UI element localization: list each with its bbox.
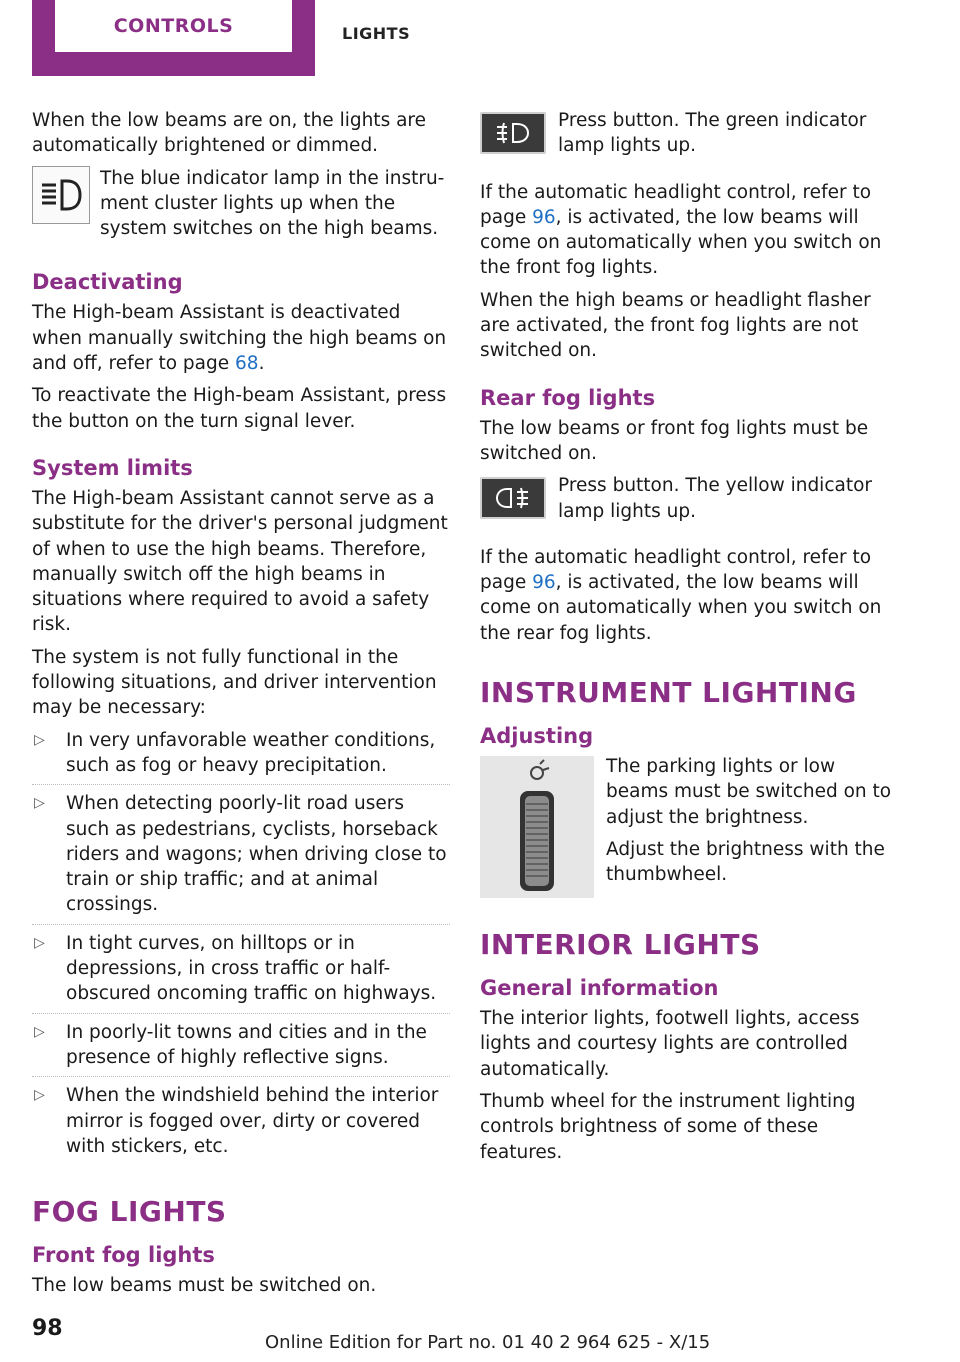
list-item xyxy=(32,1020,450,1078)
front-auto-text-end: , is activated, the low beams will come on automatically when you switch on the front fog lights. xyxy=(480,206,882,279)
thumbwheel-paragraph-1: The parking lights or low beams must be switched on to adjust the brightness. xyxy=(606,756,892,828)
front-fog-icon xyxy=(495,121,531,145)
page-link-68[interactable]: 68 xyxy=(235,353,259,375)
rear-fog-button-row xyxy=(480,473,900,531)
list-item xyxy=(32,791,450,924)
page-number: 98 xyxy=(32,1316,63,1341)
bullet-triangle-icon: ▷ xyxy=(34,731,45,748)
bullet-triangle-icon: ▷ xyxy=(34,1087,45,1104)
interior-lights-heading: INTERIOR LIGHTS xyxy=(480,928,761,962)
rear-auto-text: If the automatic headlight control, refer to page xyxy=(480,546,872,594)
edition-footer: Online Edition for Part no. 01 40 2 964 625 - X/15 xyxy=(265,1332,711,1353)
general-information-heading: General information xyxy=(480,976,719,1001)
instrument-lighting-heading: INSTRUMENT LIGHTING xyxy=(480,676,857,710)
front-fog-auto-paragraph xyxy=(480,180,900,281)
reactivate-paragraph: To reactivate the High-beam Assistant, press the button on the turn signal lever. xyxy=(32,385,447,432)
page-link-96[interactable]: 96 xyxy=(532,206,556,228)
list-item xyxy=(32,1083,450,1165)
list-item-text: In very unfavorable weather conditions, such as fog or heavy precipitation. xyxy=(66,729,436,776)
adjusting-heading: Adjusting xyxy=(480,724,594,749)
front-fog-button[interactable] xyxy=(480,112,546,154)
intro-paragraph: When the low beams are on, the lights are automatically brightened or dimmed. xyxy=(32,110,427,157)
system-limits-heading: System limits xyxy=(32,455,193,480)
rear-fog-icon xyxy=(495,486,531,510)
thumbwheel-row xyxy=(480,754,900,898)
system-limits-paragraph-1: The High-beam Assistant cannot serve as a substitute for the driver's personal judgment of when to use the high beams. Therefore, manually switch off the high beams in situations where required to avoid a safety risk. xyxy=(32,487,448,636)
section-title: LIGHTS xyxy=(342,24,411,43)
rear-fog-heading: Rear fog lights xyxy=(480,385,656,410)
limits-list xyxy=(32,728,450,1165)
interior-paragraph-1: The interior lights, footwell lights, access lights and courtesy lights are controlled automatically. xyxy=(480,1008,860,1080)
rear-fog-press-text: Press button. The yellow indicator lamp lights up. xyxy=(558,475,873,522)
rear-fog-button[interactable] xyxy=(480,477,546,519)
system-limits-paragraph-2: The system is not fully functional in the following situations, and driver intervention may be necessary: xyxy=(32,646,437,719)
thumbwheel-paragraph-2: Adjust the brightness with the thumbwheel. xyxy=(606,838,885,886)
front-fog-button-row xyxy=(480,108,900,166)
interior-paragraph-2: Thumb wheel for the instrument lighting controls brightness of some of these features. xyxy=(480,1090,856,1163)
rear-auto-text-end: , is activated, the low beams will come on automatically when you switch on the rear fog lights. xyxy=(480,572,882,644)
list-item xyxy=(32,728,450,786)
deactivating-heading: Deactivating xyxy=(32,270,183,295)
thumbwheel-image xyxy=(480,756,594,898)
blue-lamp-row xyxy=(32,166,450,249)
bullet-triangle-icon: ▷ xyxy=(34,934,45,951)
list-item-text: When detecting poorly-lit road users such as pedestrians, cyclists, horseback riders and wagons; when driving close to train or ship traffic; and at animal crossings. xyxy=(66,793,447,916)
fog-lights-heading: FOG LIGHTS xyxy=(32,1195,227,1229)
deactivating-text-end: . xyxy=(258,353,265,375)
chapter-title: CONTROLS xyxy=(55,0,292,52)
rear-fog-paragraph: The low beams or front fog lights must be switched on. xyxy=(480,417,869,464)
list-item-text: In poorly-lit towns and cities and in the presence of highly reflective signs. xyxy=(66,1021,427,1068)
front-auto-text: If the automatic headlight control, refer to page xyxy=(480,181,872,228)
thumbwheel-icon xyxy=(480,756,594,898)
high-beam-indicator-icon xyxy=(32,166,90,224)
chapter-tab xyxy=(32,0,315,76)
bullet-triangle-icon: ▷ xyxy=(34,795,45,812)
thumbwheel-text xyxy=(606,754,900,894)
list-item-text: In tight curves, on hilltops or in depressions, in cross traffic or half-obscured oncoming traffic on highways. xyxy=(66,932,437,1005)
right-column xyxy=(480,108,900,1172)
left-column xyxy=(32,108,450,1305)
blue-lamp-text: The blue indicator lamp in the instrument cluster lights up when the system switches on the high beams. xyxy=(100,167,445,240)
page-link-96-rear[interactable]: 96 xyxy=(532,572,556,594)
rear-fog-auto-paragraph xyxy=(480,545,900,646)
front-fog-heading: Front fog lights xyxy=(32,1243,215,1268)
front-fog-high-paragraph: When the high beams or headlight flasher are activated, the front fog lights are not switched on. xyxy=(480,289,871,362)
front-fog-press-text: Press button. The green indicator lamp lights up. xyxy=(558,110,867,157)
list-item xyxy=(32,931,450,1014)
deactivating-paragraph xyxy=(32,300,450,376)
front-fog-text: The low beams must be switched on. xyxy=(32,1275,377,1297)
bullet-triangle-icon: ▷ xyxy=(34,1023,45,1040)
list-item-text: When the windshield behind the interior mirror is fogged over, dirty or covered with stickers, etc. xyxy=(66,1085,439,1157)
deactivating-text: The High-beam Assistant is deactivated when manually switching the high beams on and off, refer to page xyxy=(32,302,447,375)
